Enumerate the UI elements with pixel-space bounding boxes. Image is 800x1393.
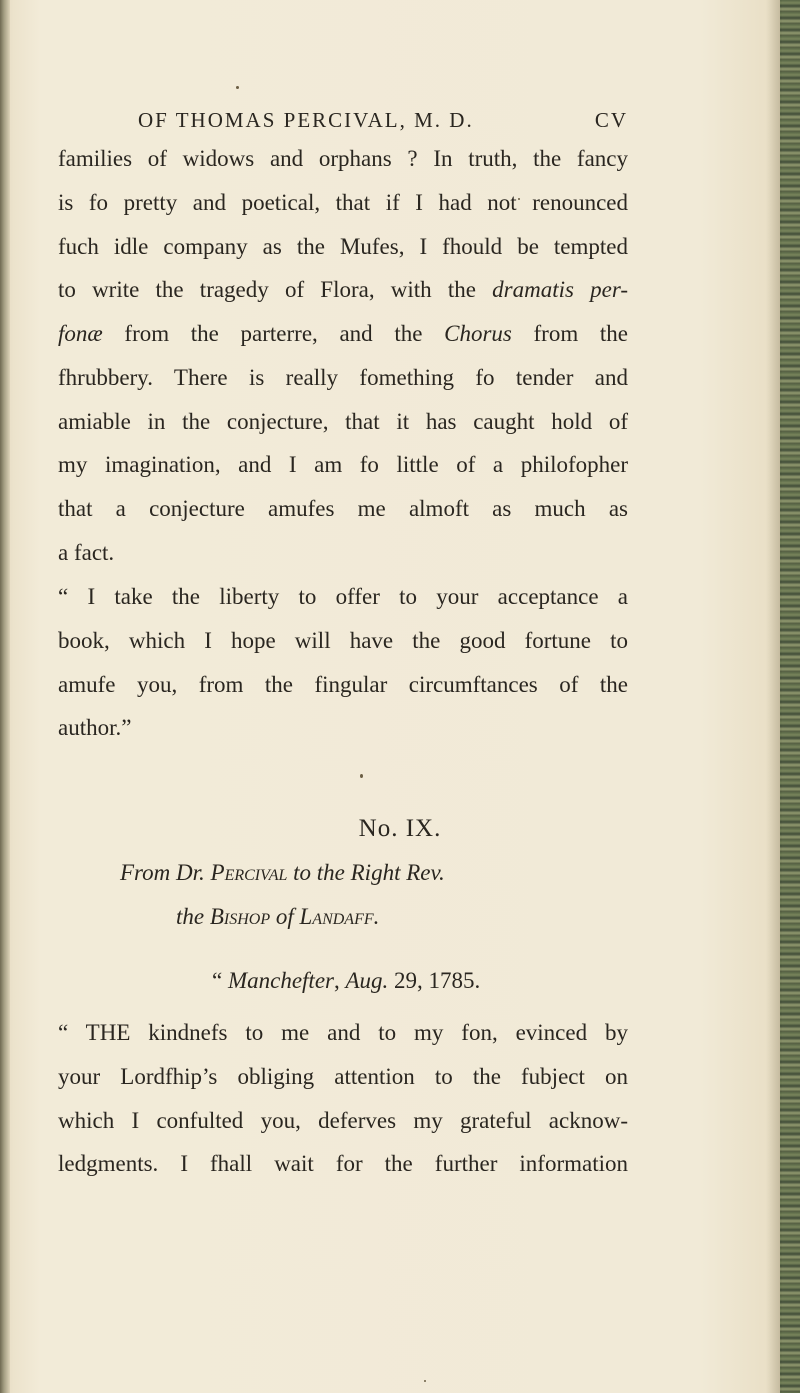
text-span: to the Right Rev. bbox=[287, 860, 445, 885]
date-place: Manchefter bbox=[227, 968, 334, 993]
italic-phrase: dramatis per- bbox=[492, 277, 628, 302]
text-line bbox=[58, 273, 628, 307]
page-number: CV bbox=[594, 108, 628, 132]
text-line: families of widows and orphans ? In truth, the fancy bbox=[58, 146, 628, 171]
text-span: , bbox=[333, 968, 346, 993]
letter-heading-to bbox=[176, 904, 379, 930]
text-line: “ THE kindnefs to me and to my fon, evinced by bbox=[58, 1020, 628, 1045]
text-line: that a conjecture amufes me almoft as much as bbox=[58, 496, 628, 521]
date-month: Aug. bbox=[345, 968, 389, 993]
running-title: OF THOMAS PERCIVAL, M. D. bbox=[138, 108, 474, 132]
letter-heading-from bbox=[120, 860, 445, 886]
text-span: the bbox=[176, 904, 210, 929]
italic-phrase: fonæ bbox=[58, 321, 103, 346]
paper-speck bbox=[360, 774, 363, 778]
text-line: author.” bbox=[58, 715, 132, 740]
italic-phrase: Chorus bbox=[444, 321, 512, 346]
text-span: from the bbox=[511, 321, 629, 346]
running-header bbox=[138, 104, 628, 136]
text-line: fuch idle company as the Mufes, I fhould be tempted bbox=[58, 234, 628, 259]
text-line: “ I take the liberty to offer to your acceptance a bbox=[58, 584, 628, 609]
letter-number: No. IX. bbox=[358, 815, 442, 842]
text-line: a fact. bbox=[58, 540, 115, 565]
text-line: amiable in the conjecture, that it has caught hold of bbox=[58, 409, 628, 434]
text-span: “ bbox=[212, 968, 228, 993]
recipient-place: Landaff. bbox=[299, 904, 380, 929]
text-span: from the parterre, and the bbox=[124, 321, 445, 346]
recipient-title: Bishop bbox=[209, 904, 271, 929]
text-line: my imagination, and I am fo little of a philofopher bbox=[58, 452, 628, 477]
letter-dateline bbox=[212, 968, 480, 994]
text-line: which I confulted you, deferves my grateful acknow- bbox=[58, 1108, 628, 1133]
binding-edge bbox=[0, 0, 10, 1393]
text-line: book, which I hope will have the good fortune to bbox=[58, 628, 628, 653]
adjacent-page-edge bbox=[780, 0, 800, 1393]
text-line: amufe you, from the fingular circumftances of the bbox=[58, 672, 628, 697]
text-span: of bbox=[270, 904, 300, 929]
text-line: your Lordfhip’s obliging attention to the fubject on bbox=[58, 1064, 628, 1089]
text-line: ledgments. I fhall wait for the further information bbox=[58, 1151, 628, 1176]
paper-speck bbox=[236, 86, 239, 89]
sender-name: Percival bbox=[210, 860, 288, 885]
text-span: to write the tragedy of Flora, with the bbox=[58, 277, 493, 302]
text-line: is fo pretty and poetical, that if I had not renounced bbox=[58, 190, 628, 215]
text-span: From Dr. bbox=[120, 860, 211, 885]
paper-speck bbox=[424, 1380, 426, 1382]
text-line bbox=[58, 317, 628, 351]
text-span: 29, 1785. bbox=[388, 968, 481, 993]
text-line: fhrubbery. There is really fomething fo tender and bbox=[58, 365, 628, 390]
